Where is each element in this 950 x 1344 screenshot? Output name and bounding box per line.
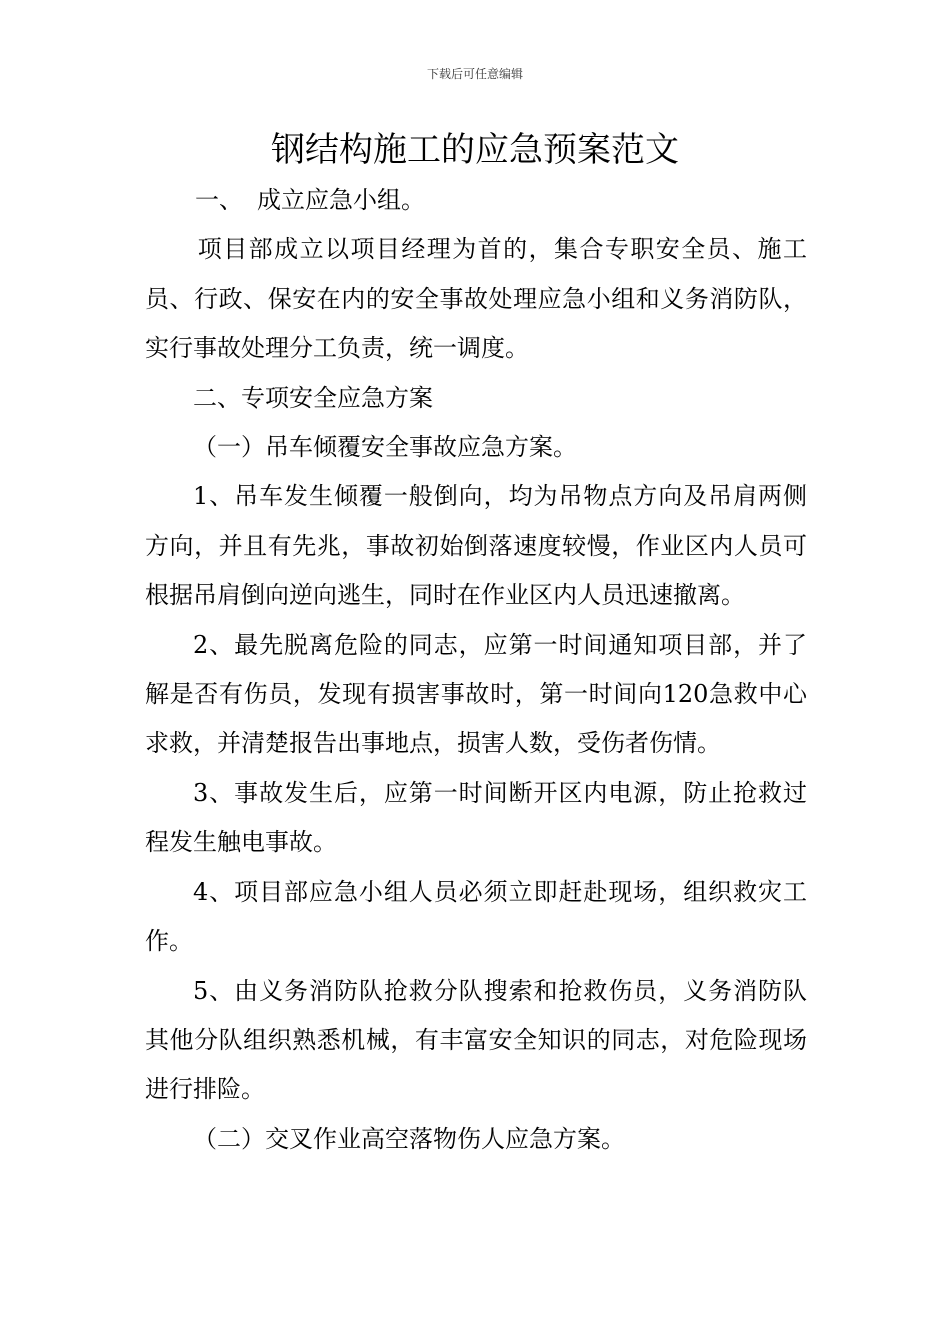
subsection-heading-falling-objects: （二）交叉作业高空落物伤人应急方案。 xyxy=(193,1124,625,1153)
paragraph-item-2: 2、最先脱离危险的同志，应第一时间通知项目部，并了解是否有伤员，发现有损害事故时，第一时间向120急救中心求救，并清楚报告出事地点，损害人数，受伤者伤情。 xyxy=(145,630,807,758)
section-heading-2: 二、专项安全应急方案 xyxy=(193,383,433,412)
document-title: 钢结构施工的应急预案范文 xyxy=(271,130,679,170)
document-body xyxy=(145,176,807,1164)
header-note: 下载后可任意编辑 xyxy=(426,67,523,81)
paragraph-team-formation: 项目部成立以项目经理为首的，集合专职安全员、施工员、行政、保安在内的安全事故处理应急小组和义务消防队，实行事故处理分工负责，统一调度。 xyxy=(145,235,807,363)
section-number: 一、 xyxy=(195,186,243,214)
paragraph-item-4: 4、项目部应急小组人员必须立即赶赴现场，组织救灾工作。 xyxy=(145,877,807,956)
section-heading-text: 成立应急小组。 xyxy=(257,186,425,214)
paragraph-item-5: 5、由义务消防队抢救分队搜索和抢救伤员，义务消防队其他分队组织熟悉机械，有丰富安全知识的同志，对危险现场进行排险。 xyxy=(145,976,807,1104)
paragraph-item-3: 3、事故发生后，应第一时间断开区内电源，防止抢救过程发生触电事故。 xyxy=(145,778,807,857)
section-heading-1 xyxy=(145,176,807,225)
subsection-heading-crane: （一）吊车倾覆安全事故应急方案。 xyxy=(193,433,577,462)
paragraph-item-1: 1、吊车发生倾覆一般倒向，均为吊物点方向及吊肩两侧方向，并且有先兆，事故初始倒落速度较慢，作业区内人员可根据吊肩倒向逆向逃生，同时在作业区内人员迅速撤离。 xyxy=(145,482,807,610)
